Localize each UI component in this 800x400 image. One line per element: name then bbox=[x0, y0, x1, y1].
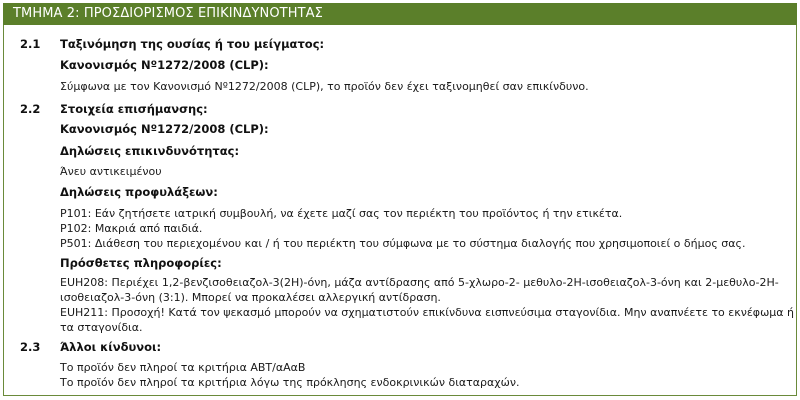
additional-info-title: Πρόσθετες πληροφορίες: bbox=[60, 256, 222, 270]
section-2-2-title: Στοιχεία επισήμανσης: bbox=[60, 102, 208, 116]
section-2-3-title: Άλλοι κίνδυνοι: bbox=[60, 340, 162, 354]
precaution-line: P501: Διάθεση του περιεχομένου και / ή του περιέκτη του σύμφωνα με το σύστημα διαλογής που χρησιμοποιεί ο δήμος σας. bbox=[60, 237, 746, 250]
section-2-1-text: Σύμφωνα με τον Κανονισμό Nº1272/2008 (CLP), το προϊόν δεν έχει ταξινομηθεί σαν επικίνδυνο. bbox=[60, 80, 589, 93]
other-hazards-line: Το προϊόν δεν πληροί τα κριτήρια λόγω της πρόκλησης ενδοκρινικών διαταραχών. bbox=[60, 376, 520, 389]
additional-info-line: τα σταγονίδια. bbox=[60, 321, 143, 334]
precautionary-statements-title: Δηλώσεις προφυλάξεων: bbox=[60, 185, 218, 199]
precaution-line: P102: Μακριά από παιδιά. bbox=[60, 222, 203, 235]
section-2-2-regulation: Κανονισμός Nº1272/2008 (CLP): bbox=[60, 122, 269, 136]
precaution-line: P101: Εάν ζητήσετε ιατρική συμβουλή, να έχετε μαζί σας τον περιέκτη του προϊόντος ή την ετικέτα. bbox=[60, 207, 623, 220]
section-header: ΤΜΗΜΑ 2: ΠΡΟΣΔΙΟΡΙΣΜΟΣ ΕΠΙΚΙΝΔΥΝΟΤΗΤΑΣ bbox=[3, 3, 797, 25]
hazard-statements-text: Άνευ αντικειμένου bbox=[60, 165, 162, 178]
section-2-2-number: 2.2 bbox=[20, 102, 41, 116]
hazard-statements-title: Δηλώσεις επικινδυνότητας: bbox=[60, 144, 240, 158]
other-hazards-line: Το προϊόν δεν πληροί τα κριτήρια ΑΒΤ/αΑαΒ bbox=[60, 361, 306, 374]
additional-info-line: EUH211: Προσοχή! Κατά τον ψεκασμό μπορούν να σχηματιστούν επικίνδυνα εισπνεύσιμα σταγονίδια. Μην αναπνέετε το εκνέφωμα ή bbox=[60, 306, 794, 319]
section-2-1-title: Ταξινόμηση της ουσίας ή του μείγματος: bbox=[60, 37, 325, 51]
section-2-1-regulation: Κανονισμός Nº1272/2008 (CLP): bbox=[60, 58, 269, 72]
additional-info-line: EUH208: Περιέχει 1,2-βενζισοθειαζολ-3(2H)-όνη, μάζα αντίδρασης από 5-χλωρο-2- μεθυλο-2H-ισοθειαζολ-3-όνη και 2-μεθυλο-2H- bbox=[60, 276, 779, 289]
section-2-3-number: 2.3 bbox=[20, 340, 41, 354]
additional-info-line: ισοθειαζολ-3-όνη (3:1). Μπορεί να προκαλέσει αλλεργική αντίδραση. bbox=[60, 291, 441, 304]
section-2-1-number: 2.1 bbox=[20, 37, 41, 51]
